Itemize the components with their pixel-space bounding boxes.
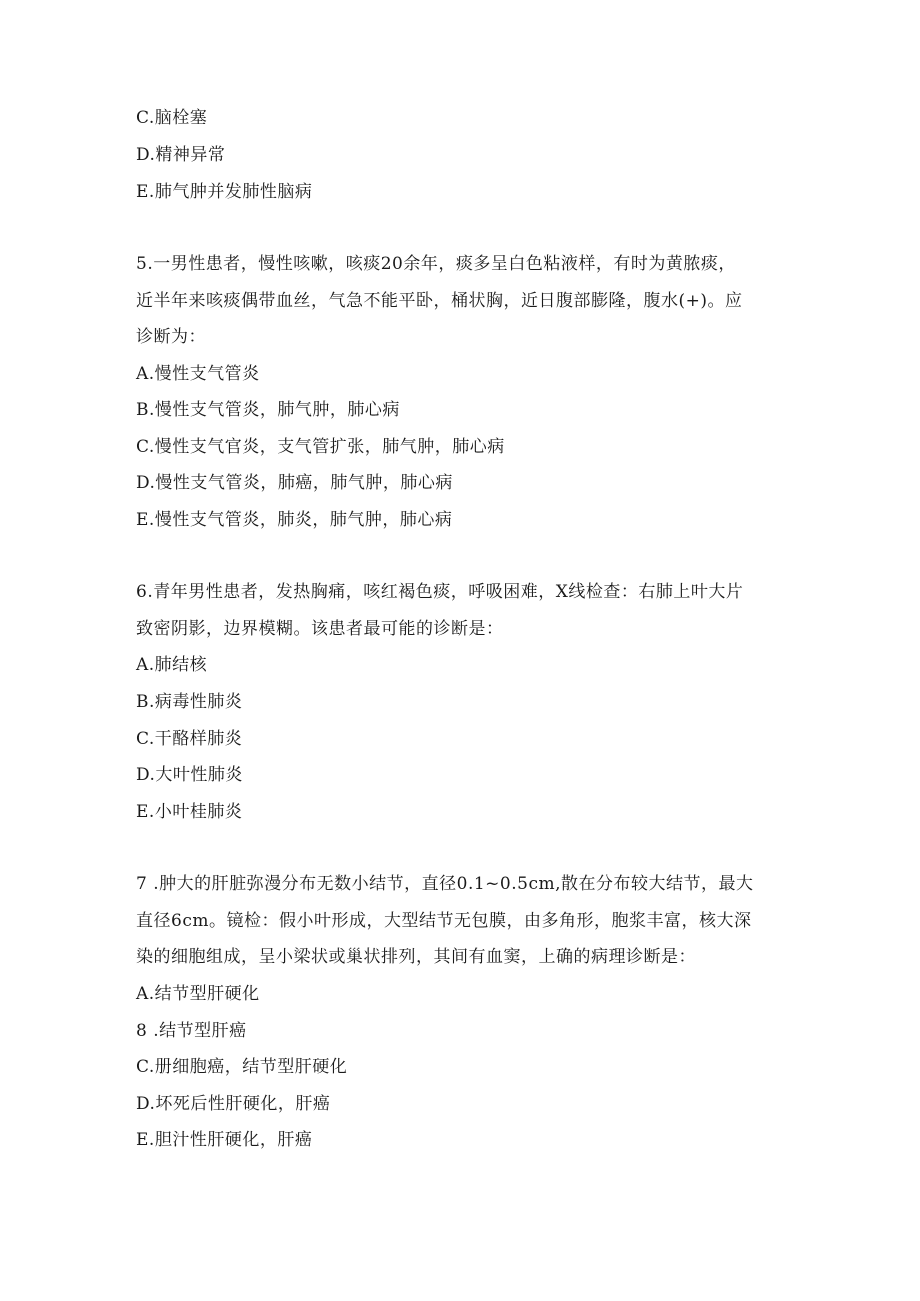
q6-option-b: B.病毒性肺炎 <box>136 692 243 712</box>
q4-option-c: C.脑栓塞 <box>136 108 208 128</box>
q5-stem-line-2: 近半年来咳痰偶带血丝，气急不能平卧，桶状胸，近日腹部膨隆，腹水(+)。应 <box>136 291 743 311</box>
q5-stem-line-1: 5.一男性患者，慢性咳嗽，咳痰20余年，痰多呈白色粘液样，有时为黄脓痰， <box>136 254 736 274</box>
q6-option-c: C.干酪样肺炎 <box>136 729 243 749</box>
q5-option-a: A.慢性支气管炎 <box>136 364 260 384</box>
q5-option-b: B.慢性支气管炎，肺气肿，肺心病 <box>136 400 400 420</box>
q7-option-d: D.坏死后性肝硬化，肝癌 <box>136 1094 331 1114</box>
q6-stem-line-1: 6.青年男性患者，发热胸痛，咳红褐色痰，呼吸困难，X线检查：右肺上叶大片 <box>136 582 744 602</box>
q5-stem-line-3: 诊断为： <box>136 327 206 347</box>
q5-option-c: C.慢性支气官炎，支气管扩张，肺气肿，肺心病 <box>136 437 505 457</box>
q6-stem-line-2: 致密阴影，边界模糊。该患者最可能的诊断是： <box>136 619 504 639</box>
q6-option-e: E.小叶桂肺炎 <box>136 802 243 822</box>
q5-option-d: D.慢性支气管炎，肺癌，肺气肿，肺心病 <box>136 473 453 493</box>
q4-option-d: D.精神异常 <box>136 145 226 165</box>
q7-stem-line-3: 染的细胞组成，呈小梁状或巢状排列，其间有血窦，上确的病理诊断是： <box>136 947 696 967</box>
q6-option-a: A.肺结核 <box>136 655 208 675</box>
q7-option-a: A.结节型肝硬化 <box>136 984 260 1004</box>
q6-option-d: D.大叶性肺炎 <box>136 765 243 785</box>
q7-stem-line-2: 直径6cm。镜检：假小叶形成，大型结节无包膜，由多角形，胞浆丰富，核大深 <box>136 911 752 931</box>
q7-option-e: E.胆汁性肝硬化，肝癌 <box>136 1130 313 1150</box>
q4-option-e: E.肺气肿并发肺性脑病 <box>136 182 313 202</box>
q5-option-e: E.慢性支气管炎，肺炎，肺气肿，肺心病 <box>136 510 453 530</box>
q7-stem-line-1: 7 .肿大的肝脏弥漫分布无数小结节，直径0.1~0.5cm,散在分布较大结节，最大 <box>136 874 754 894</box>
q7-option-b: 8 .结节型肝癌 <box>136 1021 247 1041</box>
q7-option-c: C.册细胞癌，结节型肝硬化 <box>136 1057 348 1077</box>
